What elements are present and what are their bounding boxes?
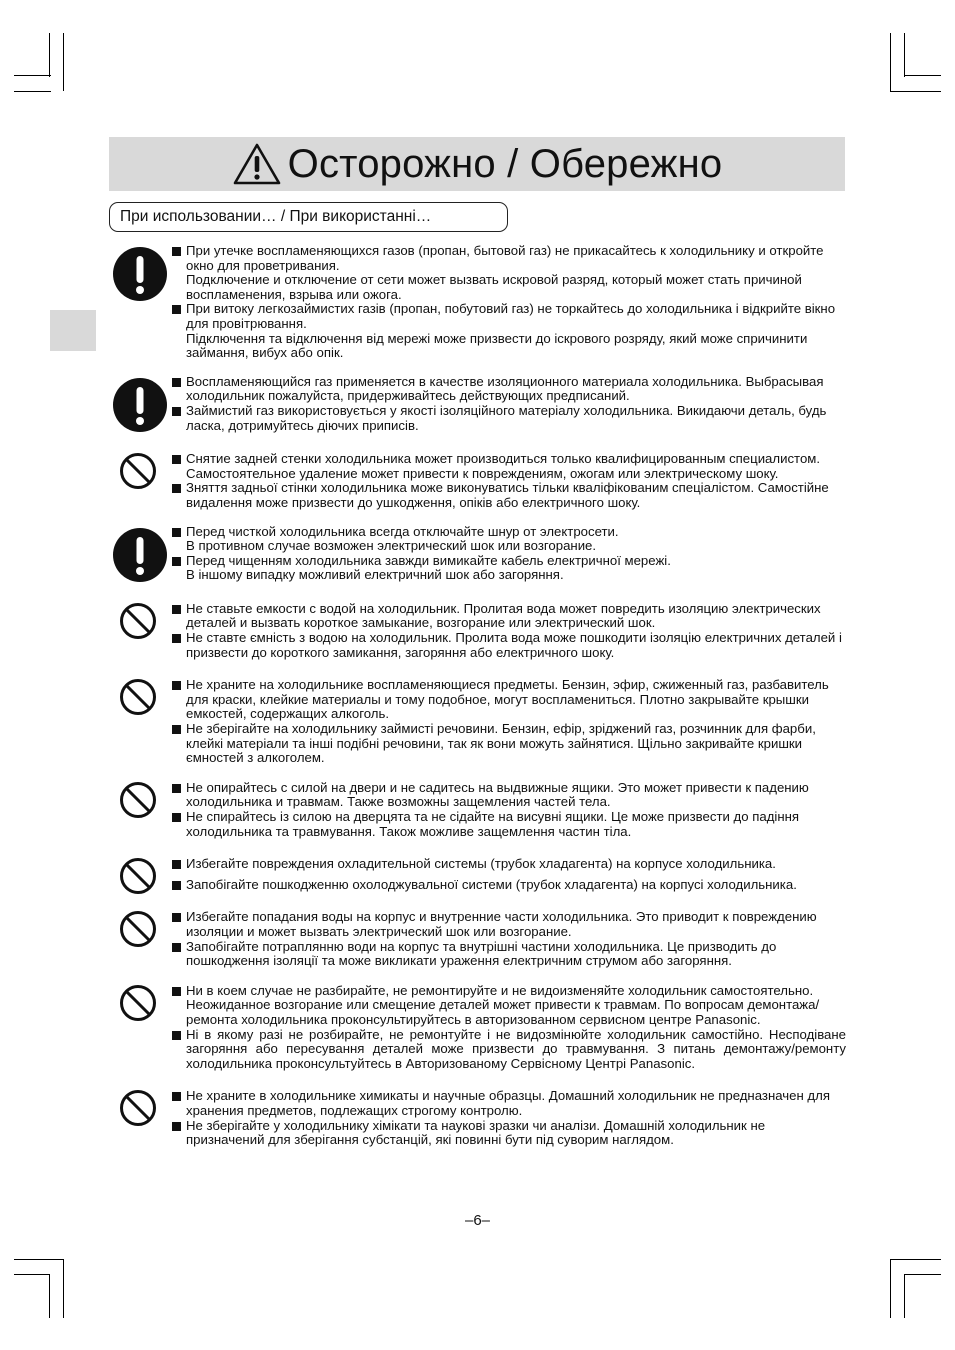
section-heading: При использовании… / При використанні… [109,202,508,232]
warning-block [109,910,846,968]
warning-item-ru: Не ставьте емкости с водой на холодильник. Пролитая вода может повредить изоляцию электрических деталей и вызвать короткое замыкание, возгорание или электрический шок. [172,602,846,631]
bullet-square [172,813,181,822]
bullet-square [172,247,181,256]
mandatory-icon [113,378,167,432]
prohibited-icon [119,1089,157,1127]
bullet-square [172,407,181,416]
warning-item-ru: При утечке воспламеняющихся газов (пропан, бытовой газ) не прикасайтесь к холодильнику и откройте окно для проветривания. Подключение и отключение от сети может вызвать искровой разряд, который может стать причиной воспламенения, взрыва или ожога. [172,244,846,302]
prohibited-icon [119,678,157,716]
page-number: –6– [464,1212,491,1229]
bullet-square [172,784,181,793]
bullet-square [172,484,181,493]
warning-item-uk: При витоку легкозаймистих газів (пропан, побутовий газ) не торкайтесь до холодильника і відкрийте вікно для провітрювання. Підключення та відключення від мережі може призвести до іскрового розряду, який може спричинити займання, вибух або опік. [172,302,846,360]
prohibited-icon [119,452,157,490]
warning-item-ru: Избегайте попадания воды на корпус и внутренние части холодильника. Это приводит к повреждению изоляции и может вызвать электрический шок или возгорание. [172,910,846,939]
warning-block [109,244,846,361]
prohibited-icon [119,857,157,895]
warning-item-ru: Воспламеняющийся газ применяется в качестве изоляционного материала холодильника. Выбрасывая холодильник пожалуйста, придерживайтесь действующих предписаний. [172,375,846,404]
bullet-square [172,913,181,922]
warning-item-ru: Избегайте повреждения охладительной системы (трубок хладагента) на корпусе холодильника. [172,857,846,872]
bullet-square [172,1092,181,1101]
warning-item-uk: Ні в якому разі не розбирайте, не ремонтуйте і не видозмінюйте холодильник самостійно. Несподіване загоряння або пересування деталей може призвести до травмування. З питань демонтажу/ремонту холодильника проконсультуйтесь в Авторизованому Сервісному Центрі Panasonic. [172,1028,846,1072]
bullet-square [172,378,181,387]
warning-item-uk: Не спирайтесь із силою на дверцята та не сідайте на висувні ящики. Це може призвести до падіння холодильника та травмування. Також можливе защемлення частин тіла. [172,810,846,839]
warning-block [109,602,846,660]
prohibited-icon [119,602,157,640]
bullet-square [172,1031,181,1040]
warning-block [109,452,846,510]
bullet-square [172,528,181,537]
mandatory-icon [113,528,167,582]
bullet-square [172,634,181,643]
title-bar [109,137,845,191]
warning-block [109,781,846,839]
bullet-square [172,943,181,952]
warning-block [109,375,846,433]
bullet-square [172,1122,181,1131]
warning-item-ru: Не опирайтесь с силой на двери и не садитесь на выдвижные ящики. Это может привести к падению холодильника и травмам. Также возможны защемления частей тела. [172,781,846,810]
warning-item-uk: Запобігайте пошкодженню охолоджувальної системи (трубок хладагента) на корпусі холодильника. [172,878,846,893]
warning-item-uk: Зняття задньої стінки холодильника може виконуватись тільки кваліфікованим спеціалістом. Самостійне видалення може призвести до ушкодження, опіків або електричного шоку. [172,481,846,510]
warning-block [109,1089,846,1147]
warning-item-uk: Займистий газ використовується у якості ізоляційного матеріалу холодильника. Викидаючи деталь, будь ласка, дотримуйтесь діючих приписів. [172,404,846,433]
warning-item-ru: Снятие задней стенки холодильника может производиться только квалифицированным специалистом. Самостоятельное удаление может привести к повреждениям, ожогам или электрическому шоку. [172,452,846,481]
bullet-square [172,455,181,464]
bullet-square [172,557,181,566]
warnings-list [109,244,846,1148]
bullet-square [172,305,181,314]
side-tab-marker [50,310,96,351]
bullet-square [172,860,181,869]
bullet-square [172,605,181,614]
warning-triangle-icon [232,142,282,186]
prohibited-icon [119,781,157,819]
bullet-square [172,681,181,690]
warning-item-uk: Не зберігайте у холодильнику хімікати та наукові зразки чи аналізи. Домашній холодильник не призначений для зберігання субстанцій, які повинні бути під суворим наглядом. [172,1119,846,1148]
warning-item-uk: Не зберігайте на холодильнику займисті речовини. Бензин, ефір, зріджений газ, розчинник для фарби, клейкі матеріали та інші подібні речовини, так як вони можуть зайнятися. Щільно закривайте кришки ємностей з алкоголем. [172,722,846,766]
page-title: Осторожно / Обережно [287,141,723,186]
bullet-square [172,725,181,734]
warning-item-ru: Ни в коем случае не разбирайте, не ремонтируйте и не видоизменяйте холодильник самостоятельно. Неожиданное возгорание или смещение деталей может привести к травмам. По вопросам демонтажа/ремонта холодильника проконсультируйтесь в авторизованном сервисном центре Panasonic. [172,984,846,1028]
warning-block [109,984,846,1072]
bullet-square [172,881,181,890]
warning-item-uk: Запобігайте потраплянню води на корпус та внутрішні частини холодильника. Це призводить до пошкодження ізоляції та може викликати ураження електричним струмом або загоряння. [172,940,846,969]
warning-block [109,525,846,583]
bullet-square [172,987,181,996]
warning-block [109,678,846,766]
warning-item-uk: Перед чищенням холодильника завжди вимикайте кабель електричної мережі. В іншому випадку можливий електричний шок або загоряння. [172,554,846,583]
prohibited-icon [119,984,157,1022]
warning-item-uk: Не ставте ємність з водою на холодильник. Пролита вода може пошкодити ізоляцію електричних деталей і призвести до короткого замикання, загоряння або електричного шоку. [172,631,846,660]
prohibited-icon [119,910,157,948]
warning-block [109,857,846,892]
warning-item-ru: Не храните на холодильнике воспламеняющиеся предметы. Бензин, эфир, сжиженный газ, разбавитель для краски, клейкие материалы и тому подобное, могут воспламениться. Плотно закрывайте крышки емкостей, содержащих алкоголь. [172,678,846,722]
warning-item-ru: Не храните в холодильнике химикаты и научные образцы. Домашний холодильник не предназначен для хранения предметов, подлежащих строгому контролю. [172,1089,846,1118]
mandatory-icon [113,247,167,301]
warning-item-ru: Перед чисткой холодильника всегда отключайте шнур от электросети. В противном случае возможен электрический шок или возгорание. [172,525,846,554]
